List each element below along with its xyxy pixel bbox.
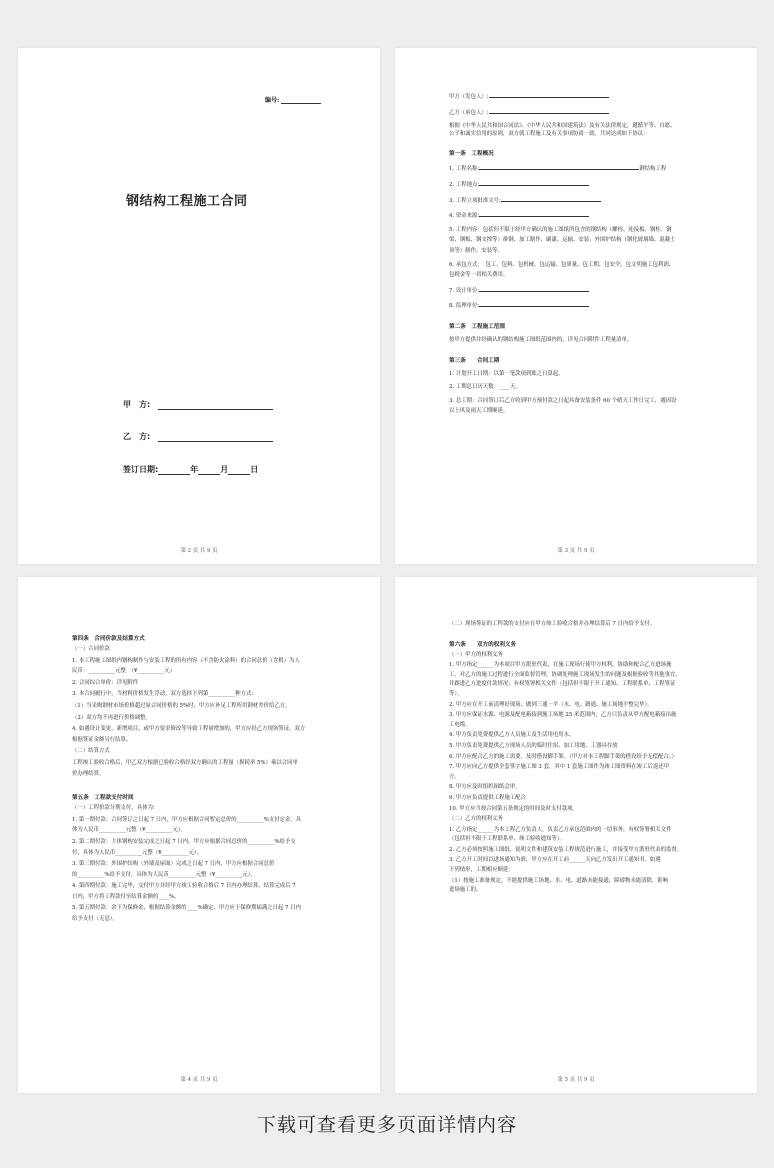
article-6-item: （二）乙方的权利义务	[449, 816, 503, 823]
article-1-item-text: 2. 工程地点:	[449, 181, 480, 188]
article-6-item: 8. 甲方应及时组织图纸会审。	[449, 784, 521, 791]
party-a-blank	[158, 401, 273, 410]
payment-lead: （二）现场签证的工程款的支付应在甲方竣工验收合格并办理结算后 7 日内给予支付。	[449, 621, 656, 627]
article-1-item: 梁、钢板、钢支撑等）排钢、加工制作、刷漆、运输、安装；外围护结构（钢化玻璃墙、混凝土	[449, 237, 676, 244]
party-a-line	[449, 92, 711, 102]
article-5-title: 第五条 工程款支付时间	[72, 795, 134, 802]
article-6-item: 方。	[449, 773, 460, 780]
article-6-title: 第六条 双方的权利义务	[449, 641, 517, 648]
article-5-item: 日内，甲方将工程款付至结算金额的____%。	[72, 893, 180, 900]
sign-year-blank	[158, 466, 190, 475]
sign-date-field	[123, 464, 258, 475]
party-b-blank	[158, 433, 273, 442]
article-6-item: 4. 甲方负责免费提供乙方人员施工及生活用电用水。	[449, 732, 575, 739]
article-1-item-text: 4. 资金来源:	[449, 213, 480, 220]
article-6-item: 6. 甲方应配合乙方的施工需要，及时搭设脚手架。（甲方对本工程脚手架的搭设给予无偿配合。）	[449, 753, 677, 760]
article-5-item: 2. 第二期付款：主体钢构安装完成之日起 7 日内，甲方应根据合同总价的__________%给予支	[72, 838, 296, 845]
article-4-item: 根据签证金额另行结算。	[72, 736, 132, 743]
article-4-item: 民币：__________元整 （¥__________元）	[72, 668, 176, 675]
contract-number-field	[265, 95, 321, 104]
article-4-item: （二）结算方式	[72, 748, 110, 755]
month-label: 月	[220, 465, 229, 474]
article-1-item-text: 1. 工程名称:	[449, 166, 480, 173]
article-1-item	[449, 164, 711, 174]
article-1-item	[449, 301, 711, 311]
contract-number-label: 编号:	[265, 97, 280, 104]
article-5-item: 给予支付（无息）。	[72, 916, 118, 923]
article-1-item: 5. 工程内容：包括但不限于经甲方确认的施工图纸所包含的钢结构（螺栓、连接板、钢柱、钢	[449, 226, 672, 233]
article-6-item: 7. 甲方应向乙方提供全套签字施工图 3 套，其中 1 套施工图作为竣工图资料在竣工后返还甲	[449, 764, 670, 771]
article-6-item: 1. 乙方指定______为本工程乙方负责人，负责乙方承包范围内的一切事务，有权签署相关文件	[449, 826, 672, 833]
article-6-item: 3. 乙方开工时间以进场通知为准，甲方应在开工前______天向乙方发出开工通知书。如遇	[449, 857, 661, 864]
article-6-item: 9. 甲方应负责提供工程施工配合	[449, 794, 526, 801]
article-4-item: 价办理结算。	[72, 770, 105, 777]
page-footer: 第 4 页 共 9 页	[180, 1077, 218, 1083]
day-label: 日	[250, 465, 259, 474]
download-caption: 下载可查看更多页面详情内容	[256, 1114, 517, 1136]
article-1-item	[449, 196, 711, 206]
party-b-field	[123, 431, 273, 442]
article-3-item: 以上风及雨天工期顺延。	[449, 408, 509, 415]
article-6-item: 5. 甲方负责免费提供乙方现场人员的临时住宿、加工用地、工器具存放	[449, 742, 618, 749]
underline-blank	[479, 286, 589, 292]
page-footer: 第 5 页 共 9 页	[557, 1077, 595, 1083]
party-a-label: 甲 方:	[123, 400, 151, 409]
underline-blank	[501, 196, 601, 202]
article-6-item: 3. 甲方应保证水源、电源及配电箱接到施工场地 25 米范围内，乙方只负责从甲方配电箱接出施	[449, 712, 677, 719]
article-6-item: （包括但不限于工程联系单、竣工验收通知等）。	[449, 836, 565, 843]
party-b-label: 乙 方:	[123, 432, 151, 441]
article-4-item: 2. 合同综合单价：详见附件	[72, 679, 139, 686]
article-4-item: 3. 本合同履行中，当材料价格发生浮动，双方选择下列第__________种方式:	[72, 691, 254, 698]
article-6-item: 并跟进乙方进度付款情况；有权签署相关文件（包括但不限于开工通知、工程联系单、工程签证	[449, 681, 676, 688]
intro-line: 公平和诚实信用的原则，双方就工程施工及有关事项协商一致，共同达成如下协议：	[449, 130, 649, 137]
underline-blank	[489, 108, 609, 114]
article-4-item: （1）当采购钢材市场价格超过原合同价格的 5%时，甲方应补足工程所用钢材差价给乙方。	[72, 702, 291, 709]
article-3-item: 2. 工期总日历天数：____天。	[449, 384, 521, 391]
party-b-text: 乙方（承包人）:	[449, 109, 489, 116]
article-6-item: 工电缆。	[449, 721, 471, 728]
contract-title: 钢结构工程施工合同	[126, 194, 248, 209]
page-content	[72, 635, 328, 924]
article-6-item: 2. 乙方必须按照施工图纸、说明文件和建筑安装工程规范进行施工，并接受甲方派驻代表的监督。	[449, 846, 683, 853]
sign-month-blank	[198, 466, 220, 475]
underline-blank	[479, 211, 589, 217]
article-5-item: 的__________%给予支付，具体为人民币__________元整（¥__________元）。	[72, 871, 256, 878]
underline-blank	[479, 301, 589, 307]
contract-number-blank	[281, 97, 321, 104]
article-1-item	[449, 211, 711, 221]
article-1-item-text: 8. 监理单位:	[449, 303, 480, 310]
party-a-text: 甲方（发包人）:	[449, 94, 489, 100]
article-1-title: 第一条 工程概况	[449, 151, 494, 158]
article-4-item: 4. 如遇设计变更、新增项目、或甲方要求修改等导致工程量增加的，甲方应经乙方现场签证，双方	[72, 726, 306, 733]
page-footer: 第 3 页 共 9 页	[557, 548, 595, 554]
article-6-item: 10. 甲方应当按合同第五条规定的时间及时支付款项。	[449, 805, 578, 812]
article-1-item: 包税金等一切相关费用。	[449, 272, 509, 279]
article-6-item: （1）按施工准备规定，不能提供施工场地、水、电、道路未能接通，障碍物未能清除，影响	[449, 877, 669, 884]
article-1-item: 顶等）制作、安装等。	[449, 247, 503, 254]
article-3-item: 3. 总工期：合同签订后乙方收到甲方预付款之日起具备安装条件 60 个晴天工作日完工，遇因设	[449, 397, 677, 404]
article-4-item: 1. 本工程施工图纸内钢构制作与安装工程的所有内容（不含防火涂料）的合同总价（含税）为人	[72, 657, 300, 664]
article-1-item: 6. 承包方式： 包工、包料、包机械、包运输、包质量、包工期、包安全、包文明施工包利润、	[449, 261, 675, 268]
article-5-item: 5. 第五期付款：余下为保修金，根据结算金额的____%确定，甲方应于保修期届满之日起 7 日内	[72, 905, 302, 912]
sign-day-blank	[228, 466, 250, 475]
article-5-item: 体为人民币__________元整（¥__________元）。	[72, 827, 186, 834]
article-4-title: 第四条 合同价款及结算方式	[72, 636, 145, 642]
page-content	[449, 92, 711, 416]
article-6-item: 下列情形，工期相应顺延：	[449, 867, 514, 874]
page-footer: 第 2 页 共 9 页	[180, 548, 218, 554]
article-1-item-text: 3. 工程立项批准文号:	[449, 197, 501, 204]
article-5-item: （一）工程价款分期支付，具体为:	[72, 805, 155, 812]
document-page-4	[395, 577, 757, 1093]
article-2-body: 按甲方提供并经确认的钢结构施工图纸范围内的，详见合同附件工程量清单。	[449, 336, 633, 343]
party-b-line	[449, 108, 711, 118]
article-4-item: （一）合同价款	[72, 646, 110, 652]
article-5-item: 付，具体为人民币__________元整（¥__________元）。	[72, 849, 203, 856]
article-6-item: 1. 甲方指定______为本项目甲方派驻代表，在施工现场行使甲方权利，协助和配合乙方进场施	[449, 662, 672, 669]
article-5-item: 4. 第四期付款：施工完毕，交付甲方并经甲方竣工验收合格后 7 日内办理结算，结算完成后 7	[72, 883, 296, 890]
article-3-item: 1. 计划开工日期：以第一笔款项到账之日算起。	[449, 370, 564, 377]
underline-blank	[479, 180, 589, 186]
article-5-item: 3. 第三期付款：外围护结构（外墙及屋面）完成之日起 7 日内，甲方应根据合同总价	[72, 861, 275, 868]
article-6-item: 2. 甲方应在开工前清理好现场，做到三通一平（水、电、路通、施工场地平整完毕）。	[449, 701, 653, 708]
article-6-item: 工，对乙方的施工过程进行全面监督管理，协调处理施工现场发生的问题及根据验收等其他事宜，	[449, 671, 681, 678]
document-page-2	[395, 48, 757, 564]
sign-date-label: 签订日期:	[123, 465, 159, 474]
article-4-item: （2）双方均不再进行价格调整。	[72, 714, 151, 721]
underline-blank	[479, 164, 639, 170]
underline-blank	[489, 92, 609, 98]
article-2-title: 第二条 工程施工范围	[449, 323, 505, 330]
article-4-item: 工程竣工验收合格后，甲乙双方根据已验收合格经双方确认的工程量（损耗率 5%）乘以合同单	[72, 759, 298, 766]
party-a-field	[123, 399, 273, 410]
article-3-title: 第三条 合同工期	[449, 357, 500, 364]
intro-line: 根据《中华人民共和国合同法》、《中华人民共和国建筑法》及有关法律规定，遵循平等、自愿、	[449, 123, 676, 130]
article-1-item	[449, 180, 711, 190]
article-1-item	[449, 286, 711, 296]
page-content	[449, 621, 711, 895]
article-1-item-suffix: 钢结构工程	[639, 166, 667, 173]
article-6-item: （一）甲方的权利义务	[449, 651, 503, 658]
article-6-item: 进场施工的。	[449, 887, 482, 894]
year-label: 年	[190, 465, 199, 474]
document-page-3	[18, 577, 380, 1093]
document-page-cover	[18, 48, 380, 564]
article-1-item-text: 7. 设计单位:	[449, 287, 480, 294]
article-6-item: 等）。	[449, 690, 463, 697]
article-5-item: 1. 第一期付款：合同签订之日起 7 日内，甲方应根据合同暂定总价的__________%支付定金，具	[72, 816, 302, 823]
